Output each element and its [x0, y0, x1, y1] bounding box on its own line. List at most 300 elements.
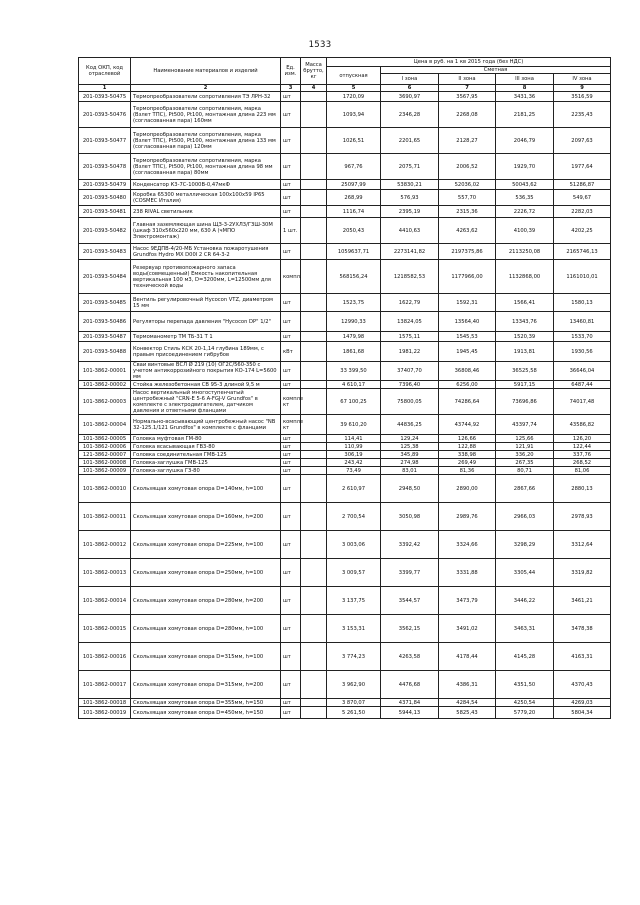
row-price-zone2: 2315,36 [439, 206, 496, 218]
row-code: 121-3862-00007 [79, 451, 131, 459]
row-price-zone1: 2075,71 [381, 154, 439, 180]
row-name: Стойка железобетонная СВ 95-3 длиной 9,5 м [131, 381, 281, 389]
row-price-zone4: 1580,13 [554, 294, 611, 312]
row-unit: шт [281, 671, 301, 699]
row-price-zone3: 5779,20 [496, 707, 554, 719]
row-unit: шт [281, 531, 301, 559]
row-price-zone2: 36808,46 [439, 362, 496, 381]
col-index: 8 [496, 85, 554, 92]
col-index: 6 [381, 85, 439, 92]
row-price-zone1: 2201,65 [381, 128, 439, 154]
row-price-release: 3 003,06 [327, 531, 381, 559]
row-price-zone4: 3516,59 [554, 92, 611, 102]
row-price-zone1: 4476,68 [381, 671, 439, 699]
header-price-group: Цена в руб. на 1 кв 2015 года (без НДС) [327, 58, 611, 67]
row-price-zone1: 2346,28 [381, 102, 439, 128]
row-price-zone1: 576,93 [381, 190, 439, 206]
header-zone3: III зона [496, 74, 554, 85]
row-price-zone2: 3567,95 [439, 92, 496, 102]
row-price-release: 1479,98 [327, 332, 381, 342]
col-index: 9 [554, 85, 611, 92]
row-mass [301, 587, 327, 615]
row-name: Коробка 65300 металлическая 100х100х59 IP65 (COSMEC Италия) [131, 190, 281, 206]
row-mass [301, 381, 327, 389]
page-number: 1533 [308, 40, 332, 50]
table-row [79, 699, 611, 707]
row-unit: шт [281, 128, 301, 154]
table-row [79, 615, 611, 643]
row-price-zone4: 36646,04 [554, 362, 611, 381]
row-name: Скользящая хомутовая опора D=280мм, h=200 [131, 587, 281, 615]
row-unit: шт [281, 180, 301, 190]
row-price-zone2: 43744,92 [439, 415, 496, 435]
row-code: 101-3862-00010 [79, 475, 131, 503]
row-price-zone1: 3690,97 [381, 92, 439, 102]
row-code: 101-3862-00009 [79, 467, 131, 475]
row-name: Регуляторы перепада давления "Hycocon DP" 1/2" [131, 312, 281, 332]
row-name: Резервуар противопожарного запаса воды(совмещенный) Емкость накопительная вертикальная 100 м3, D=3200мм, L=12500мм для технической воды [131, 260, 281, 294]
row-name: Головка-заглушка ГЗ-80 [131, 467, 281, 475]
row-mass [301, 180, 327, 190]
row-mass [301, 443, 327, 451]
table-row [79, 381, 611, 389]
row-price-zone1: 3544,57 [381, 587, 439, 615]
row-price-release: 3 962,90 [327, 671, 381, 699]
table-row [79, 643, 611, 671]
row-price-zone2: 2128,27 [439, 128, 496, 154]
row-price-zone1: 129,24 [381, 435, 439, 443]
row-name: Термопреобразователи сопротивления, марка (Взлет ТПС), Pt500, Pt100, монтажная длина 98 мм (согласованная пара) 80мм [131, 154, 281, 180]
row-price-zone2: 3324,66 [439, 531, 496, 559]
table-row [79, 218, 611, 244]
table-row [79, 503, 611, 531]
row-mass [301, 154, 327, 180]
row-code: 201-0393-50475 [79, 92, 131, 102]
row-price-zone3: 3305,44 [496, 559, 554, 587]
row-price-release: 12990,33 [327, 312, 381, 332]
row-price-zone4: 5804,34 [554, 707, 611, 719]
row-price-zone2: 4263,62 [439, 218, 496, 244]
row-mass [301, 190, 327, 206]
header-zone4: IV зона [554, 74, 611, 85]
row-mass [301, 503, 327, 531]
row-price-zone1: 7396,40 [381, 381, 439, 389]
row-price-zone2: 81,36 [439, 467, 496, 475]
row-unit: шт [281, 381, 301, 389]
row-price-zone3: 3431,36 [496, 92, 554, 102]
row-unit: шт [281, 435, 301, 443]
row-price-release: 67 100,25 [327, 389, 381, 415]
row-unit: компле кт [281, 415, 301, 435]
row-mass [301, 312, 327, 332]
row-price-zone3: 4100,39 [496, 218, 554, 244]
table-row [79, 260, 611, 294]
row-price-zone3: 1520,39 [496, 332, 554, 342]
row-code: 101-3862-00012 [79, 531, 131, 559]
row-price-release: 306,19 [327, 451, 381, 459]
row-code: 101-3862-00013 [79, 559, 131, 587]
row-unit: шт [281, 190, 301, 206]
row-name: Головка-заглушка ГМВ-125 [131, 459, 281, 467]
col-index: 1 [79, 85, 131, 92]
row-code: 201-0393-50480 [79, 190, 131, 206]
row-price-zone3: 80,71 [496, 467, 554, 475]
row-name: Скользящая хомутовая опора D=225мм, h=100 [131, 531, 281, 559]
row-name: Термопреобразователи сопротивления, марка (Взлет ТПС), Pt500, Pt100, монтажная длина 133 мм (согласованная пара) 120мм [131, 128, 281, 154]
row-price-zone4: 2097,63 [554, 128, 611, 154]
row-price-zone1: 4410,63 [381, 218, 439, 244]
row-mass [301, 260, 327, 294]
row-price-release: 25097,99 [327, 180, 381, 190]
table-row [79, 180, 611, 190]
table-row [79, 128, 611, 154]
row-price-zone2: 2989,76 [439, 503, 496, 531]
row-code: 101-3862-00014 [79, 587, 131, 615]
row-unit: шт [281, 559, 301, 587]
row-code: 201-0393-50478 [79, 154, 131, 180]
row-name: Нормально-всасывающий центробежный насос "NB 32-125.1/121 Grundfos" в комплекте с фланцами [131, 415, 281, 435]
row-code: 101-3862-00019 [79, 707, 131, 719]
row-price-zone2: 52036,02 [439, 180, 496, 190]
row-price-zone1: 4371,84 [381, 699, 439, 707]
table-row [79, 102, 611, 128]
row-price-zone3: 125,66 [496, 435, 554, 443]
row-price-release: 1116,74 [327, 206, 381, 218]
row-price-zone1: 3562,15 [381, 615, 439, 643]
row-name: Головка соединительная ГМВ-125 [131, 451, 281, 459]
row-price-zone2: 4284,54 [439, 699, 496, 707]
row-mass [301, 389, 327, 415]
row-price-release: 1523,75 [327, 294, 381, 312]
row-unit: шт [281, 92, 301, 102]
table-row [79, 475, 611, 503]
row-price-zone1: 1981,22 [381, 342, 439, 362]
row-price-zone4: 6487,44 [554, 381, 611, 389]
row-price-zone3: 3298,29 [496, 531, 554, 559]
row-price-zone2: 4386,31 [439, 671, 496, 699]
row-unit: шт [281, 643, 301, 671]
row-price-zone3: 2113250,08 [496, 244, 554, 260]
row-name: Насос вертикальный многоступенчатый центробежный "CRN-E 5-6 A-FGJ-V Grundfos" в комплекте с электродвигателем, датчиком давления и ответными фланцами [131, 389, 281, 415]
row-price-zone3: 73696,86 [496, 389, 554, 415]
row-unit: 1 шт. [281, 218, 301, 244]
row-unit: шт [281, 443, 301, 451]
row-unit: шт [281, 206, 301, 218]
header-name: Наименование материалов и изделий [131, 58, 281, 85]
row-price-zone4: 2282,03 [554, 206, 611, 218]
row-price-zone2: 3491,02 [439, 615, 496, 643]
row-price-release: 73,49 [327, 467, 381, 475]
row-name: Скользящая хомутовая опора D=315мм, h=100 [131, 643, 281, 671]
row-name: Вентиль регулировочный Hycocon VTZ, диаметром 15 мм [131, 294, 281, 312]
row-price-release: 2050,43 [327, 218, 381, 244]
row-price-zone4: 1161010,01 [554, 260, 611, 294]
row-price-zone3: 3446,22 [496, 587, 554, 615]
row-price-zone4: 1977,64 [554, 154, 611, 180]
table-row [79, 443, 611, 451]
row-price-zone3: 2226,72 [496, 206, 554, 218]
row-code: 201-0393-50483 [79, 244, 131, 260]
row-price-zone4: 4370,43 [554, 671, 611, 699]
row-mass [301, 643, 327, 671]
row-name: Головка муфтовая ГМ-80 [131, 435, 281, 443]
row-price-zone2: 13564,40 [439, 312, 496, 332]
row-price-zone2: 2006,52 [439, 154, 496, 180]
header-mass: Масса брутто, кг [301, 58, 327, 85]
row-unit: компле кт [281, 389, 301, 415]
row-unit: шт [281, 451, 301, 459]
table-row [79, 342, 611, 362]
row-code: 101-3862-00016 [79, 643, 131, 671]
row-price-zone4: 4202,25 [554, 218, 611, 244]
row-price-zone4: 13460,81 [554, 312, 611, 332]
row-price-zone4: 3478,38 [554, 615, 611, 643]
row-code: 101-3862-00003 [79, 389, 131, 415]
row-code: 201-0393-50486 [79, 312, 131, 332]
table-row [79, 206, 611, 218]
row-price-zone4: 74017,48 [554, 389, 611, 415]
row-mass [301, 294, 327, 312]
table-row [79, 467, 611, 475]
row-price-zone1: 2948,50 [381, 475, 439, 503]
row-price-zone1: 53830,21 [381, 180, 439, 190]
row-name: Скользящая хомутовая опора D=250мм, h=100 [131, 559, 281, 587]
row-unit: шт [281, 332, 301, 342]
table-row [79, 707, 611, 719]
table-row [79, 332, 611, 342]
row-name: Термоманометр ТМ ТБ-31 Т 1 [131, 332, 281, 342]
row-unit: шт [281, 615, 301, 643]
row-price-zone1: 2395,19 [381, 206, 439, 218]
row-code: 101-3862-00005 [79, 435, 131, 443]
row-unit: шт [281, 699, 301, 707]
row-code: 201-0393-50481 [79, 206, 131, 218]
row-price-release: 1720,09 [327, 92, 381, 102]
row-unit: шт [281, 362, 301, 381]
row-mass [301, 362, 327, 381]
table-row [79, 531, 611, 559]
row-price-zone3: 13343,76 [496, 312, 554, 332]
row-mass [301, 531, 327, 559]
row-code: 201-0393-50487 [79, 332, 131, 342]
row-mass [301, 332, 327, 342]
row-name: Конденсатор К3-7С-1000В-0,47мкФ [131, 180, 281, 190]
row-price-release: 3 153,31 [327, 615, 381, 643]
row-code: 101-3862-00011 [79, 503, 131, 531]
header-code: Код ОКП, код отраслевой [79, 58, 131, 85]
row-code: 101-3862-00015 [79, 615, 131, 643]
row-price-zone4: 4269,03 [554, 699, 611, 707]
row-price-zone1: 5944,13 [381, 707, 439, 719]
table-body [79, 92, 611, 719]
table-row [79, 92, 611, 102]
row-name: Скользящая хомутовая опора D=450мм, h=150 [131, 707, 281, 719]
row-name: Скользящая хомутовая опора D=140мм, h=100 [131, 475, 281, 503]
row-price-zone3: 5917,15 [496, 381, 554, 389]
row-price-zone4: 268,52 [554, 459, 611, 467]
table-row [79, 587, 611, 615]
row-unit: шт [281, 244, 301, 260]
row-unit: шт [281, 587, 301, 615]
row-name: Скользящая хомутовая опора D=160мм, h=200 [131, 503, 281, 531]
table-row [79, 459, 611, 467]
row-price-release: 5 261,50 [327, 707, 381, 719]
row-mass [301, 615, 327, 643]
table-row [79, 415, 611, 435]
row-name: Насос 9ЕДПВ-4/20-МБ Установка пожаротушения Grundfos Hydro MX D00I 2 CR 64-3-2 [131, 244, 281, 260]
row-code: 201-0393-50477 [79, 128, 131, 154]
row-price-zone3: 2046,79 [496, 128, 554, 154]
table-row [79, 362, 611, 381]
row-price-zone4: 2235,43 [554, 102, 611, 128]
row-code: 101-3862-00008 [79, 459, 131, 467]
row-price-release: 3 870,07 [327, 699, 381, 707]
row-price-release: 33 399,50 [327, 362, 381, 381]
row-code: 201-0393-50488 [79, 342, 131, 362]
col-index: 7 [439, 85, 496, 92]
row-price-zone4: 549,67 [554, 190, 611, 206]
row-price-zone1: 1622,79 [381, 294, 439, 312]
row-unit: шт [281, 707, 301, 719]
row-price-zone2: 1945,45 [439, 342, 496, 362]
row-code: 101-3862-00001 [79, 362, 131, 381]
row-price-zone2: 1545,53 [439, 332, 496, 342]
row-price-zone2: 2268,08 [439, 102, 496, 128]
row-price-zone4: 2165746,13 [554, 244, 611, 260]
row-price-zone3: 50043,62 [496, 180, 554, 190]
row-price-zone2: 3473,79 [439, 587, 496, 615]
row-price-zone1: 13824,05 [381, 312, 439, 332]
row-price-zone3: 3463,31 [496, 615, 554, 643]
row-code: 101-3862-00002 [79, 381, 131, 389]
row-price-release: 2 610,97 [327, 475, 381, 503]
row-name: Головка всасывающая ГВ3-80 [131, 443, 281, 451]
table-row [79, 154, 611, 180]
row-mass [301, 415, 327, 435]
row-name: Скользящая хомутовая опора D=280мм, h=100 [131, 615, 281, 643]
row-price-zone3: 1929,70 [496, 154, 554, 180]
row-price-zone2: 5825,43 [439, 707, 496, 719]
row-price-zone3: 36525,58 [496, 362, 554, 381]
table-row [79, 671, 611, 699]
row-price-zone2: 338,98 [439, 451, 496, 459]
row-mass [301, 459, 327, 467]
row-price-zone2: 1592,31 [439, 294, 496, 312]
price-table [78, 57, 611, 719]
row-price-zone3: 267,35 [496, 459, 554, 467]
table-row [79, 451, 611, 459]
row-price-zone1: 3399,77 [381, 559, 439, 587]
row-price-zone4: 3461,21 [554, 587, 611, 615]
row-mass [301, 244, 327, 260]
row-price-zone2: 557,70 [439, 190, 496, 206]
row-unit: шт [281, 102, 301, 128]
row-price-zone2: 269,49 [439, 459, 496, 467]
row-price-zone3: 1132868,00 [496, 260, 554, 294]
row-price-zone4: 1533,70 [554, 332, 611, 342]
row-price-release: 2 700,54 [327, 503, 381, 531]
row-price-release: 268,99 [327, 190, 381, 206]
row-mass [301, 128, 327, 154]
row-code: 101-3862-00004 [79, 415, 131, 435]
row-name: Термопреобразователи сопротивления ТЭ ЛРН-32 [131, 92, 281, 102]
row-unit: шт [281, 475, 301, 503]
row-mass [301, 92, 327, 102]
row-price-release: 1026,51 [327, 128, 381, 154]
row-price-release: 1093,94 [327, 102, 381, 128]
table-row [79, 244, 611, 260]
row-price-release: 3 137,75 [327, 587, 381, 615]
row-price-zone1: 3392,42 [381, 531, 439, 559]
row-price-zone1: 37407,70 [381, 362, 439, 381]
row-price-zone1: 2273141,82 [381, 244, 439, 260]
row-price-zone4: 4163,31 [554, 643, 611, 671]
row-name: Конвектор Стиль КСК 20-1,14 глубина 189мм, с правым присоединением гибрубов [131, 342, 281, 362]
row-price-release: 243,42 [327, 459, 381, 467]
row-price-zone2: 2197375,86 [439, 244, 496, 260]
row-price-release: 3 774,23 [327, 643, 381, 671]
row-price-zone4: 337,76 [554, 451, 611, 459]
row-price-zone3: 4351,50 [496, 671, 554, 699]
table-row [79, 294, 611, 312]
row-mass [301, 342, 327, 362]
row-price-zone1: 3050,98 [381, 503, 439, 531]
row-price-zone3: 536,35 [496, 190, 554, 206]
row-price-zone3: 1913,81 [496, 342, 554, 362]
row-price-release: 568156,24 [327, 260, 381, 294]
row-price-zone1: 125,38 [381, 443, 439, 451]
row-price-zone2: 74286,64 [439, 389, 496, 415]
column-index-row [79, 85, 611, 92]
row-mass [301, 707, 327, 719]
row-unit: кВт [281, 342, 301, 362]
row-price-zone1: 1575,11 [381, 332, 439, 342]
row-mass [301, 475, 327, 503]
row-price-zone2: 6256,00 [439, 381, 496, 389]
row-price-zone4: 2978,93 [554, 503, 611, 531]
row-price-zone3: 2867,66 [496, 475, 554, 503]
table-row [79, 435, 611, 443]
row-mass [301, 435, 327, 443]
row-unit: шт [281, 154, 301, 180]
row-code: 101-3862-00017 [79, 671, 131, 699]
col-index: 2 [131, 85, 281, 92]
row-code: 201-0393-50482 [79, 218, 131, 244]
row-price-zone1: 83,01 [381, 467, 439, 475]
row-price-zone3: 4145,28 [496, 643, 554, 671]
row-name: Скользящая хомутовая опора D=355мм, h=150 [131, 699, 281, 707]
row-price-zone4: 51286,87 [554, 180, 611, 190]
col-index: 5 [327, 85, 381, 92]
row-price-zone1: 274,98 [381, 459, 439, 467]
row-name: 238 RIVAL светильник [131, 206, 281, 218]
row-mass [301, 451, 327, 459]
row-price-zone2: 2890,00 [439, 475, 496, 503]
row-mass [301, 206, 327, 218]
row-price-zone4: 3312,64 [554, 531, 611, 559]
row-name: Главная заземляющая шина ЩЗ-3-2УХЛ3/ГЗШ-30М (шкаф 310х560х220 мм, 630 А (чМПО Электромонтаж) [131, 218, 281, 244]
col-index: 4 [301, 85, 327, 92]
row-price-zone2: 4178,44 [439, 643, 496, 671]
row-price-zone1: 4263,58 [381, 643, 439, 671]
row-unit: шт [281, 503, 301, 531]
row-price-zone2: 126,66 [439, 435, 496, 443]
row-unit: шт [281, 312, 301, 332]
table-row [79, 559, 611, 587]
header-release: отпускная [327, 67, 381, 85]
row-price-release: 4 610,17 [327, 381, 381, 389]
header-unit: Ед. изм. [281, 58, 301, 85]
